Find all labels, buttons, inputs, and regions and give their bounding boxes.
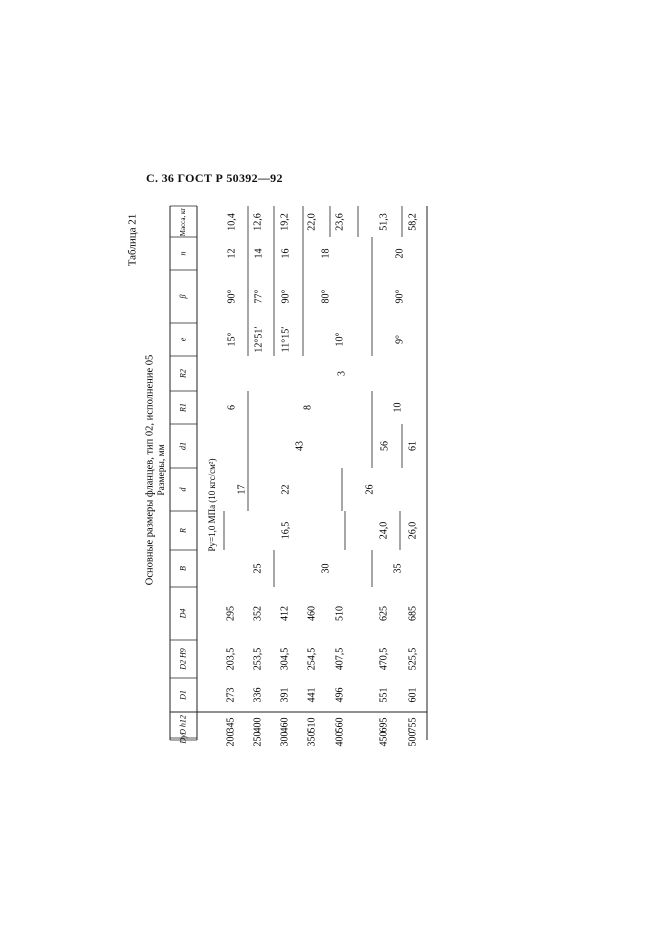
row-d-h12: 695: [378, 717, 390, 733]
row-d1: 336: [252, 687, 264, 703]
col-header-b: B: [178, 566, 188, 571]
row-d4: 295: [225, 606, 237, 621]
r1-value: 6: [226, 405, 238, 410]
pressure-label: Pу=1,0 МПа (10 кгс/см²): [207, 458, 218, 552]
hole-d-value: 22: [280, 484, 292, 495]
e-value: 11°15′: [280, 326, 292, 353]
r-value: 16,5: [280, 521, 292, 540]
mass-value: 23,6: [334, 213, 346, 231]
col-header-d2: D2 H9: [178, 648, 188, 670]
hole-d-value: 26: [364, 484, 376, 495]
col-header-d: D h12: [178, 715, 188, 735]
row-d2-h9: 525,5: [407, 647, 419, 671]
row-dy: 500: [407, 731, 419, 747]
row-dy: 400: [334, 731, 346, 747]
row-d-h12: 560: [334, 717, 346, 733]
n-value: 12: [226, 248, 238, 259]
b-value: 25: [252, 563, 264, 574]
r1-value: 10: [392, 402, 404, 413]
row-d2-h9: 407,5: [334, 647, 346, 671]
row-d1: 496: [334, 687, 346, 703]
row-d4: 412: [279, 606, 291, 621]
beta-value: 90°: [280, 289, 292, 304]
row-d2-h9: 203,5: [225, 647, 237, 671]
page-header: С. 36 ГОСТ Р 50392—92: [146, 171, 283, 185]
row-d4: 510: [334, 606, 346, 621]
row-d4: 460: [306, 606, 318, 621]
r-value: 26,0: [407, 521, 419, 540]
table-subtitle: Размеры, мм: [157, 444, 168, 496]
row-dy: 350: [306, 731, 318, 747]
table-number: Таблица 21: [126, 213, 139, 267]
n-value: 18: [320, 248, 332, 259]
row-d1: 391: [279, 687, 291, 703]
beta-value: 90°: [226, 289, 238, 304]
b-value: 35: [392, 563, 404, 574]
row-d1: 601: [407, 687, 419, 703]
hole-d1-value: 61: [407, 441, 419, 451]
col-header-r: R: [178, 528, 188, 533]
row-d2-h9: 253,5: [252, 647, 264, 671]
row-d-h12: 400: [252, 717, 264, 733]
col-header-d1: D1: [178, 690, 188, 700]
row-dy: 450: [378, 731, 390, 747]
n-value: 20: [394, 248, 406, 259]
row-dy: 250: [252, 731, 264, 747]
table-title: Основные размеры фланцев, тип 02, исполнение 05: [144, 354, 156, 586]
e-value: 9°: [394, 335, 406, 344]
beta-value: 80°: [320, 289, 332, 304]
row-dy: 200: [225, 731, 237, 747]
row-d-h12: 755: [407, 717, 419, 733]
r1-value: 8: [302, 405, 314, 410]
r2-value: 3: [336, 371, 348, 376]
col-header-mass: Масса, кг: [179, 207, 188, 237]
mass-value: 19,2: [279, 213, 291, 231]
col-header-d4: D4: [178, 608, 188, 619]
col-header-r2: R2: [178, 369, 188, 378]
row-d2-h9: 304,5: [279, 647, 291, 671]
b-value: 30: [320, 563, 332, 574]
row-d-h12: 510: [306, 717, 318, 733]
mass-value: 22,0: [306, 213, 318, 231]
mass-value: 12,6: [252, 213, 264, 231]
row-d-h12: 460: [279, 717, 291, 733]
col-header-n: n: [178, 251, 188, 256]
row-d-h12: 345: [225, 717, 237, 733]
beta-value: 77°: [253, 289, 265, 304]
e-value: 15°: [226, 332, 238, 347]
row-dy: 300: [279, 731, 291, 747]
e-value: 10°: [334, 332, 346, 347]
mass-value: 58,2: [407, 213, 419, 231]
col-header-r1: R1: [178, 403, 188, 412]
col-header-dy: Dу: [178, 734, 188, 744]
e-value: 12°51′: [253, 326, 265, 353]
n-value: 16: [280, 248, 292, 259]
hole-d1-value: 56: [379, 441, 391, 451]
col-header-e: e: [178, 337, 188, 342]
col-header-hole-d1: d1: [178, 442, 188, 450]
row-d4: 685: [407, 606, 419, 621]
row-d2-h9: 254,5: [306, 647, 318, 671]
hole-d-value: 17: [236, 484, 248, 495]
col-header-beta: β: [178, 294, 188, 299]
mass-value: 51,3: [378, 213, 390, 231]
mass-value: 10,4: [226, 213, 238, 231]
row-d2-h9: 470,5: [378, 647, 390, 671]
col-header-hole-d: d: [178, 487, 188, 492]
row-d4: 352: [252, 606, 264, 621]
row-d4: 625: [378, 606, 390, 621]
hole-d1-value: 43: [294, 441, 306, 451]
n-value: 14: [253, 248, 265, 259]
beta-value: 90°: [394, 289, 406, 304]
row-d1: 551: [378, 687, 390, 703]
row-d1: 273: [225, 687, 237, 703]
row-d1: 441: [306, 687, 318, 703]
r-value: 24,0: [378, 521, 390, 540]
